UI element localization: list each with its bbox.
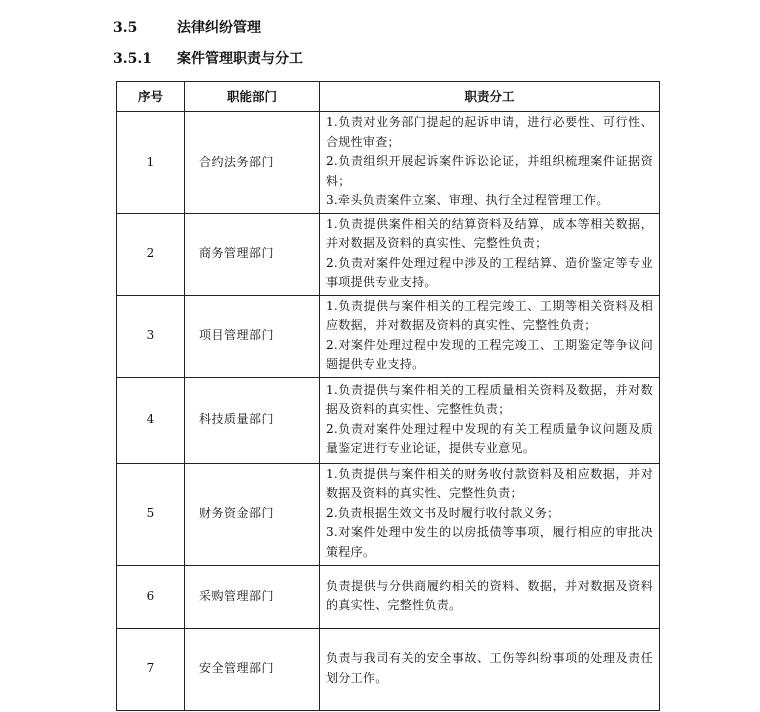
duty-table (116, 81, 660, 711)
table-row (117, 377, 660, 463)
duty-item: 1.负责对业务部门提起的起诉申请，进行必要性、可行性、合规性审查； (326, 115, 653, 149)
duty-item: 2.负责对案件处理过程中涉及的工程结算、造价鉴定等专业事项提供专业支持。 (326, 255, 653, 289)
table-row (117, 628, 660, 710)
duty-item: 2.负责对案件处理过程中发现的有关工程质量争议问题及质量鉴定进行专业论证，提供专业意见。 (326, 421, 653, 455)
row-number: 3 (117, 295, 185, 377)
header-duty: 职责分工 (320, 82, 660, 112)
section-number: 3.5 (113, 20, 138, 36)
table-row (117, 295, 660, 377)
row-department: 项目管理部门 (185, 295, 320, 377)
row-duties (320, 213, 660, 295)
header-no: 序号 (117, 82, 185, 112)
duty-item: 1.负责提供与案件相关的工程完竣工、工期等相关资料及相应数据，并对数据及资料的真实性、完整性负责； (326, 298, 653, 332)
subsection-title: 案件管理职责与分工 (177, 51, 303, 67)
row-duties (320, 565, 660, 628)
subsection-number: 3.5.1 (113, 51, 152, 67)
row-department: 安全管理部门 (185, 628, 320, 710)
duty-item: 1.负责提供与案件相关的财务收付款资料及相应数据，并对数据及资料的真实性、完整性负责； (326, 466, 653, 501)
table-row (117, 213, 660, 295)
duty-item: 负责与我司有关的安全事故、工伤等纠纷事项的处理及责任划分工作。 (326, 651, 653, 685)
row-number: 1 (117, 112, 185, 214)
row-department: 财务资金部门 (185, 463, 320, 565)
row-number: 6 (117, 565, 185, 628)
subsection-heading (113, 50, 303, 68)
row-number: 7 (117, 628, 185, 710)
duty-item: 负责提供与分供商履约相关的资料、数据，并对数据及资料的真实性、完整性负责。 (326, 578, 653, 612)
duty-item: 3.对案件处理中发生的以房抵债等事项，履行相应的审批决策程序。 (326, 525, 653, 559)
row-duties (320, 463, 660, 565)
section-title: 法律纠纷管理 (177, 20, 261, 36)
row-number: 2 (117, 213, 185, 295)
row-number: 4 (117, 377, 185, 463)
row-duties (320, 628, 660, 710)
duty-item: 2.负责组织开展起诉案件诉讼论证，并组织梳理案件证据资料； (326, 154, 653, 188)
table-header-row (117, 82, 660, 112)
row-number: 5 (117, 463, 185, 565)
section-heading (113, 19, 261, 37)
row-department: 商务管理部门 (185, 213, 320, 295)
duty-item: 1.负责提供与案件相关的工程质量相关资料及数据，并对数据及资料的真实性、完整性负责； (326, 382, 653, 416)
table-row (117, 565, 660, 628)
row-duties (320, 295, 660, 377)
duty-item: 2.对案件处理过程中发现的工程完竣工、工期鉴定等争议问题提供专业支持。 (326, 337, 653, 371)
row-duties (320, 112, 660, 214)
table-row (117, 463, 660, 565)
row-department: 采购管理部门 (185, 565, 320, 628)
header-dept: 职能部门 (185, 82, 320, 112)
duty-item: 3.牵头负责案件立案、审理、执行全过程管理工作。 (326, 193, 609, 207)
duty-item: 2.负责根据生效文书及时履行收付款义务； (326, 505, 560, 520)
row-department: 合约法务部门 (185, 112, 320, 214)
duty-item: 1.负责提供案件相关的结算资料及结算，成本等相关数据，并对数据及资料的真实性、完整性负责； (326, 216, 653, 250)
table-row (117, 112, 660, 214)
row-department: 科技质量部门 (185, 377, 320, 463)
row-duties (320, 377, 660, 463)
